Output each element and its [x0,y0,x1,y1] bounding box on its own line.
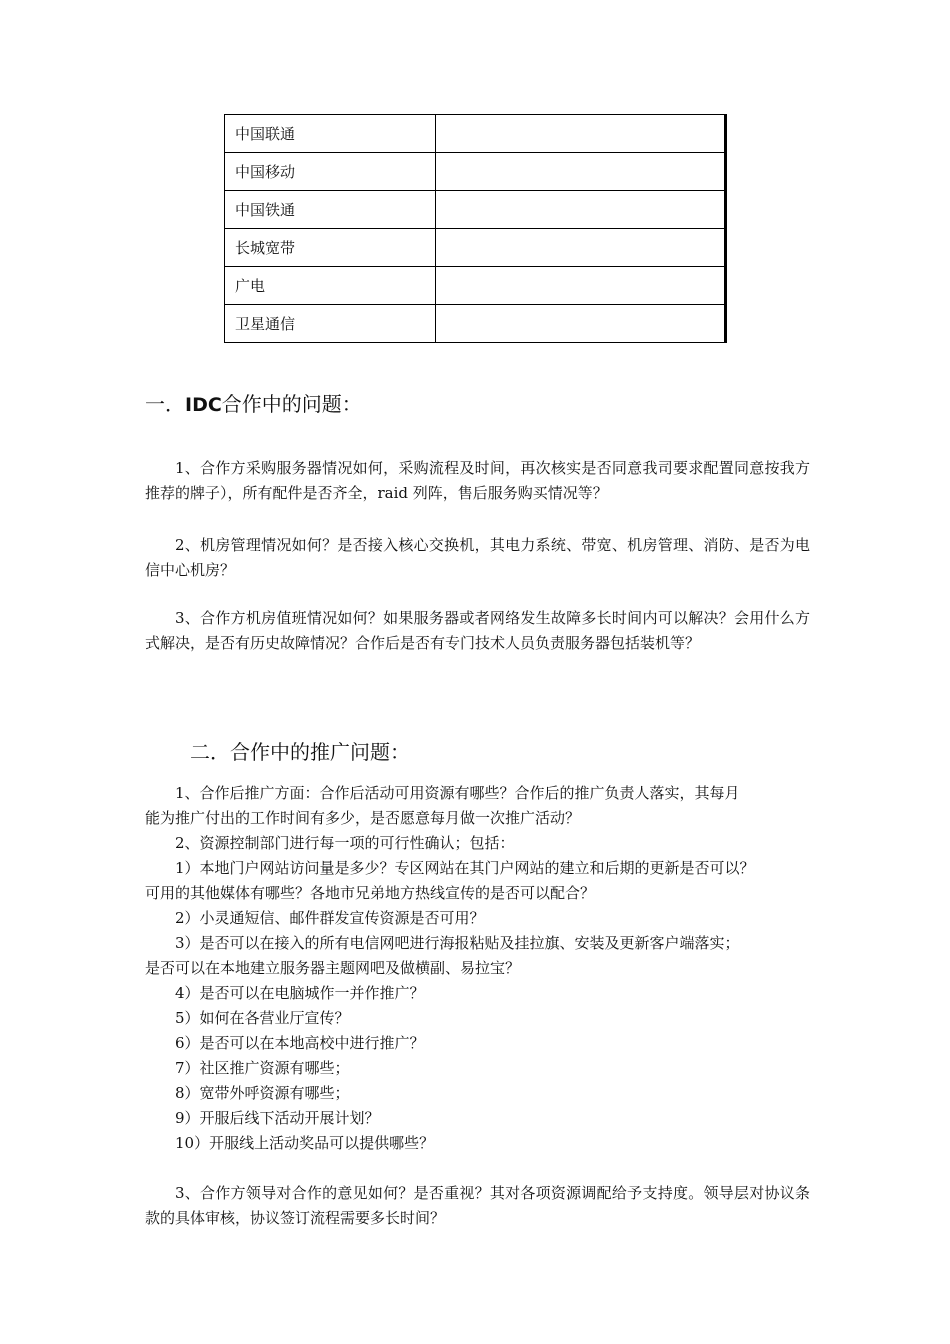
carrier-value [436,229,726,267]
section2-sub1-line2: 可用的其他媒体有哪些？各地市兄弟地方热线宣传的是否可以配合？ [145,884,596,902]
section2-sub9: 9）开服后线下活动开展计划？ [175,1109,380,1127]
section2-sub3-line1: 3）是否可以在接入的所有电信网吧进行海报粘贴及挂拉旗、安装及更新客户端落实； [175,934,740,952]
section2-sub3-line2: 是否可以在本地建立服务器主题网吧及做横副、易拉宝？ [145,959,521,977]
carrier-name: 中国联通 [225,115,436,153]
section1-bold: IDC [185,394,222,416]
section2-item2: 2、资源控制部门进行每一项的可行性确认；包括： [175,834,515,852]
table-row [225,229,726,267]
section1-prefix: 一． [145,392,185,416]
carrier-value [436,115,726,153]
table-row [225,115,726,153]
section2-heading: 二．合作中的推广问题： [190,740,410,764]
section1-item-1: 1、合作方采购服务器情况如何，采购流程及时间，再次核实是否同意我司要求配置同意按我方推荐的牌子），所有配件是否齐全，raid 列阵，售后服务购买情况等？ [145,459,810,502]
section2-sub10: 10）开服线上活动奖品可以提供哪些？ [175,1134,435,1152]
carrier-value [436,305,726,343]
table-row [225,191,726,229]
section2-sub5: 5）如何在各营业厅宣传？ [175,1009,350,1027]
carrier-value [436,153,726,191]
carrier-value [436,191,726,229]
section1-title: 合作中的问题： [221,392,362,416]
carrier-value [436,267,726,305]
carrier-name: 广电 [225,267,436,305]
section2-item1-line2: 能为推广付出的工作时间有多少，是否愿意每月做一次推广活动？ [145,809,581,827]
carrier-table [224,114,727,343]
section2-sub6: 6）是否可以在本地高校中进行推广？ [175,1034,425,1052]
carrier-name: 中国铁通 [225,191,436,229]
section2-sub7: 7）社区推广资源有哪些； [175,1059,350,1077]
section2-sub1-line1: 1）本地门户网站访问量是多少？专区网站在其门户网站的建立和后期的更新是否可以？ [175,859,755,877]
section2-sub2: 2）小灵通短信、邮件群发宣传资源是否可用？ [175,909,485,927]
section1-heading [145,388,362,417]
carrier-name: 长城宽带 [225,229,436,267]
carrier-name: 卫星通信 [225,305,436,343]
table-row [225,305,726,343]
section2-item3: 3、合作方领导对合作的意见如何？是否重视？其对各项资源调配给予支持度。领导层对协议条款的具体审核，协议签订流程需要多长时间？ [145,1184,810,1227]
carrier-name: 中国移动 [225,153,436,191]
section1-item-2: 2、机房管理情况如何？是否接入核心交换机，其电力系统、带宽、机房管理、消防、是否为电信中心机房？ [145,536,810,579]
table-row [225,267,726,305]
section2-item1-line1: 1、合作后推广方面：合作后活动可用资源有哪些？合作后的推广负责人落实，其每月 [175,784,740,802]
section2-sub4: 4）是否可以在电脑城作一并作推广？ [175,984,425,1002]
section1-item-3: 3、合作方机房值班情况如何？如果服务器或者网络发生故障多长时间内可以解决？会用什么方式解决，是否有历史故障情况？合作后是否有专门技术人员负责服务器包括装机等？ [145,609,810,652]
table-row [225,153,726,191]
section2-sub8: 8）宽带外呼资源有哪些； [175,1084,350,1102]
